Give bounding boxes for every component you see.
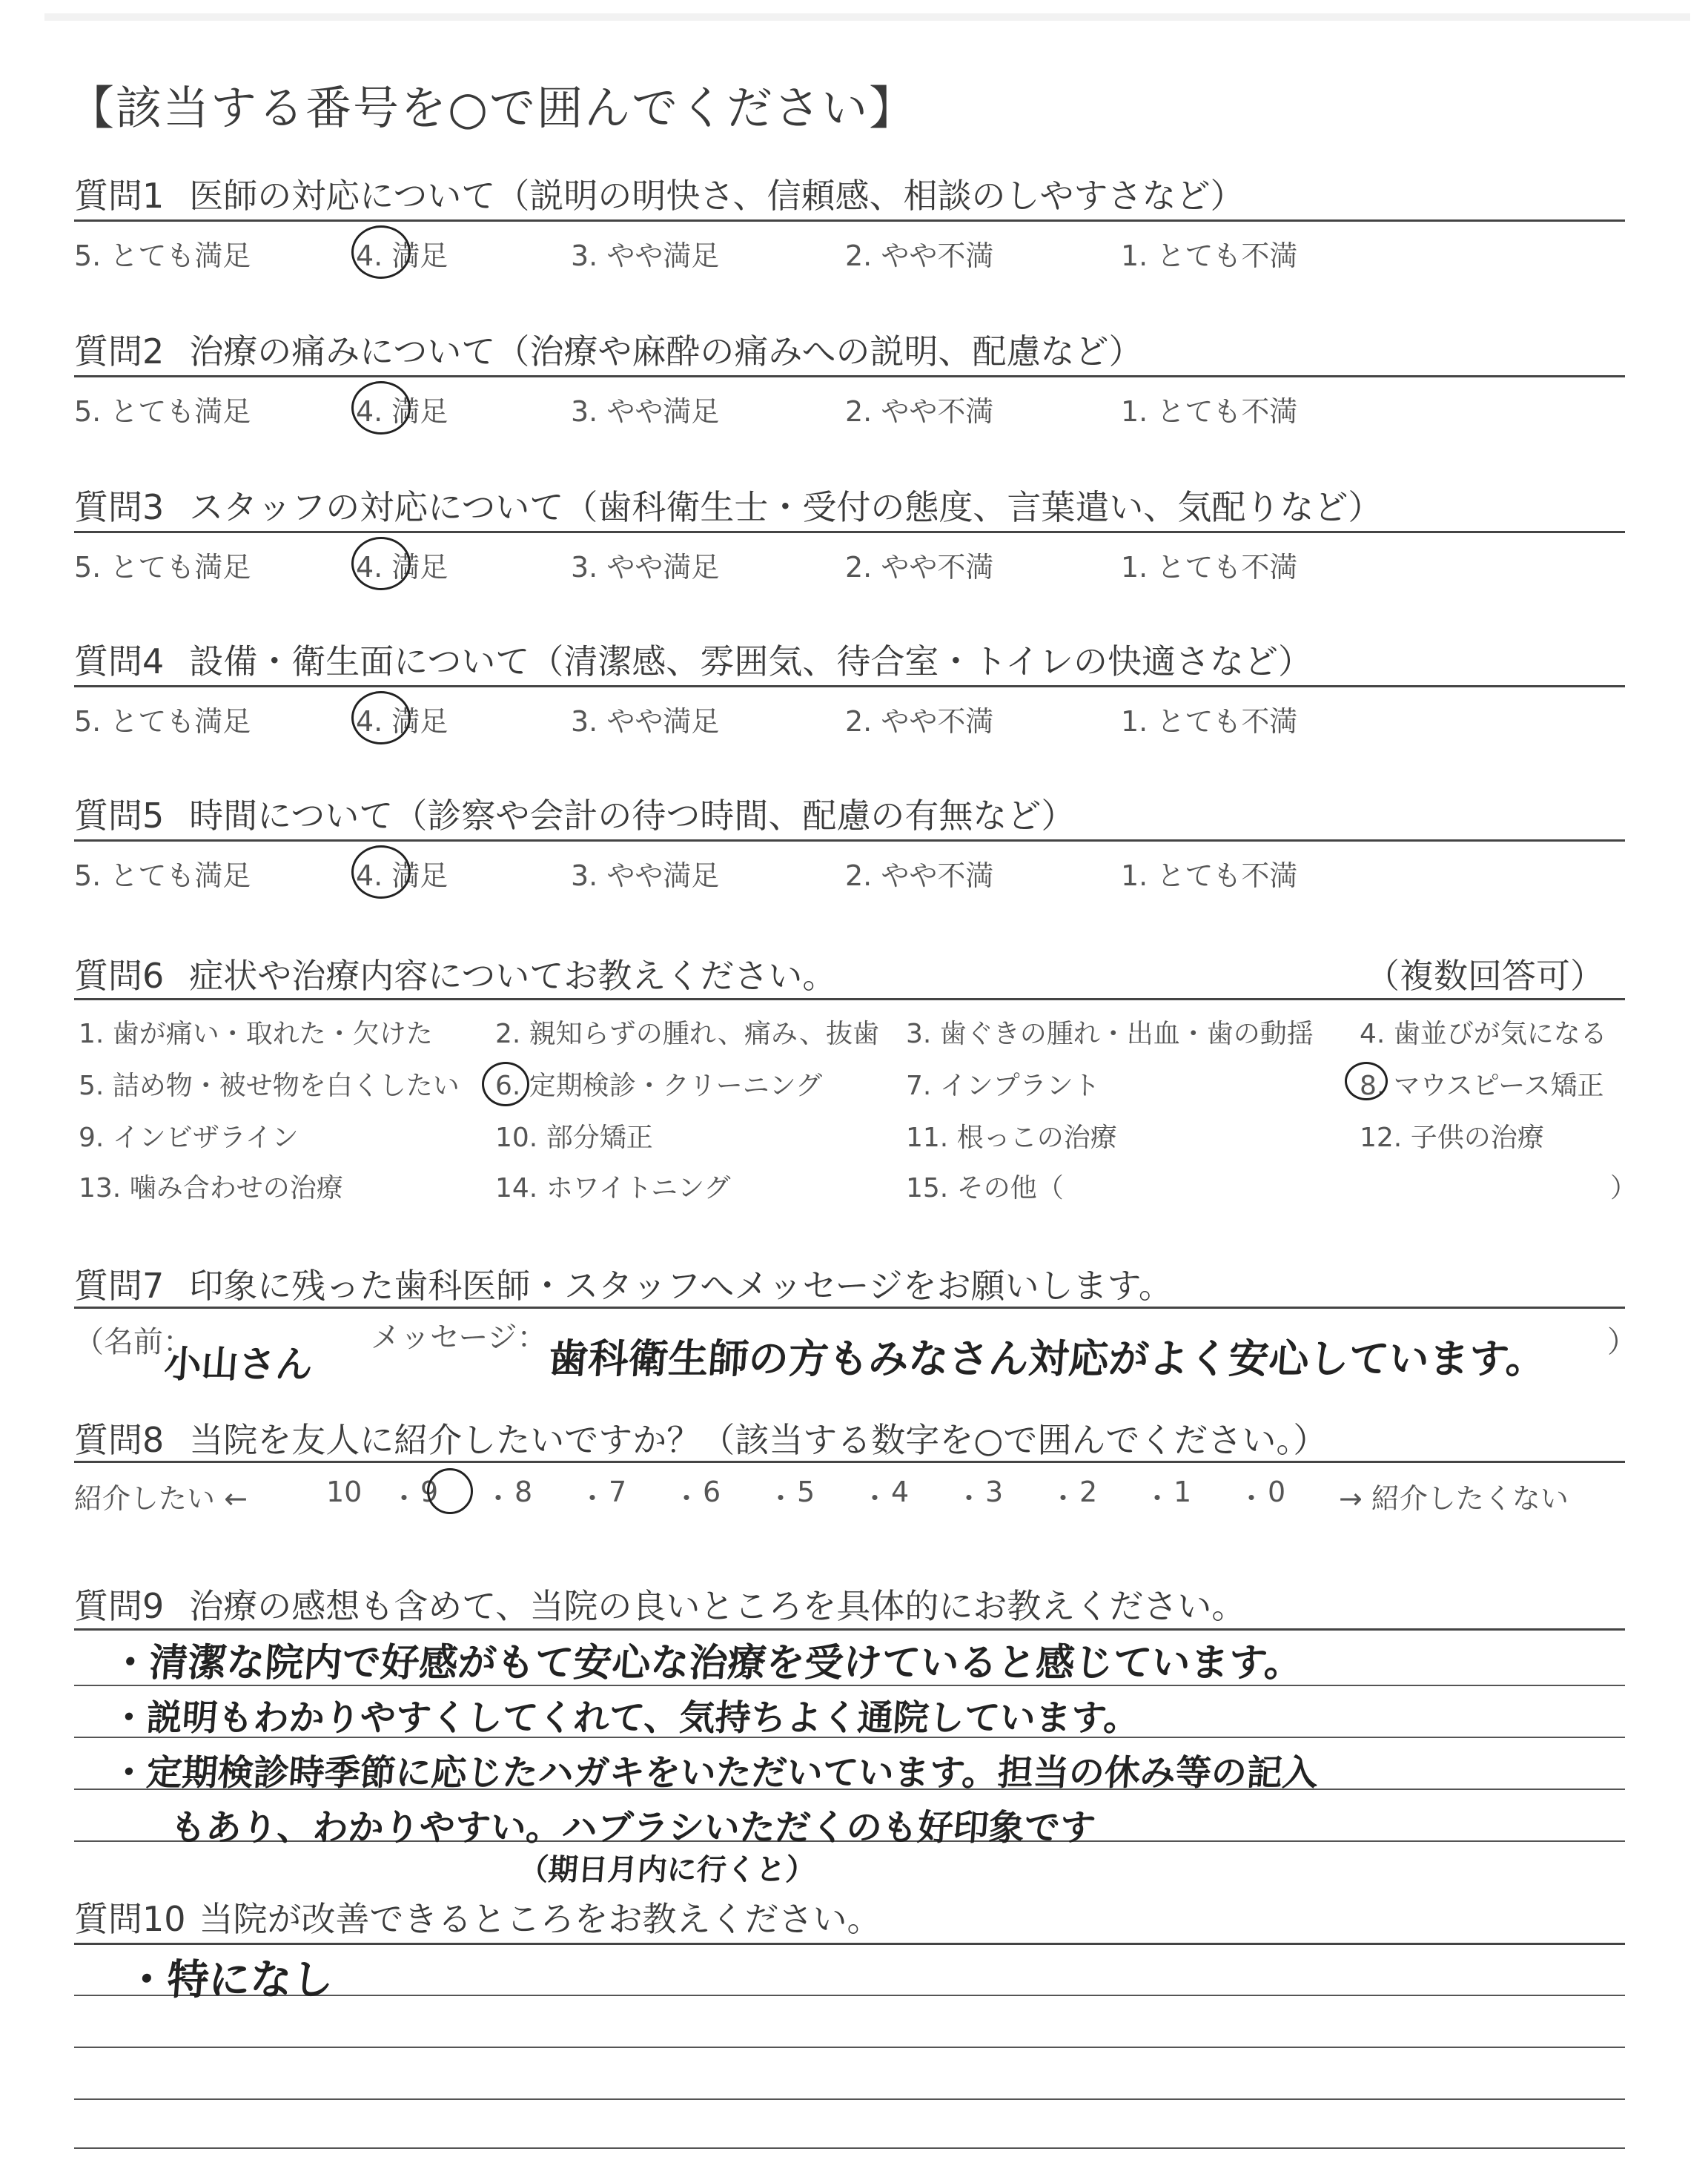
q9-rule-1 — [74, 1628, 1625, 1631]
q8-scale-6[interactable]: 6 — [703, 1476, 721, 1508]
q6-other-close-paren: ） — [1610, 1173, 1638, 1203]
q8-left-label: 紹介したい ← — [74, 1482, 248, 1515]
q6-option-14[interactable]: 14. ホワイトニング — [495, 1173, 731, 1203]
q3-text: スタッフの対応について（歯科衛生士・受付の態度、言葉遣い、気配りなど） — [189, 487, 1383, 527]
q8-scale-separator: ・ — [484, 1482, 513, 1515]
q6-option-5[interactable]: 5. 詰め物・被せ物を白くしたい — [79, 1071, 460, 1101]
q8-scale-9[interactable]: 9 — [420, 1476, 439, 1508]
q8-scale-4[interactable]: 4 — [891, 1476, 910, 1508]
q6-answer-circle-8[interactable] — [1345, 1062, 1388, 1100]
q6-option-11[interactable]: 11. 根っこの治療 — [906, 1123, 1117, 1153]
q2-heading — [74, 325, 1142, 374]
q8-scale-3[interactable]: 3 — [985, 1476, 1004, 1508]
q10-heading — [74, 1892, 881, 1941]
q6-option-7[interactable]: 7. インプラント — [906, 1071, 1100, 1101]
q8-scale-5[interactable]: 5 — [797, 1476, 815, 1508]
q8-answer-circle[interactable] — [427, 1468, 473, 1514]
q6-option-2[interactable]: 2. 親知らずの腫れ、痛み、抜歯 — [495, 1019, 880, 1049]
q4-option-2[interactable]: 2. やや不満 — [845, 705, 994, 738]
q8-scale-separator: ・ — [955, 1482, 984, 1515]
q10-rule-3 — [74, 2047, 1625, 2048]
q8-scale-separator: ・ — [1049, 1482, 1078, 1515]
q4-heading — [74, 635, 1312, 684]
q2-text: 治療の痛みについて（治療や麻酔の痛みへの説明、配慮など） — [189, 331, 1143, 371]
q8-scale-0[interactable]: 0 — [1268, 1476, 1286, 1508]
q9-answer-line-4[interactable]: もあり、わかりやすい。ハブラシいただくのも好印象です — [168, 1807, 1097, 1849]
q4-answer-circle[interactable] — [351, 691, 411, 744]
q5-number: 質問5 — [74, 796, 165, 836]
q5-option-1[interactable]: 1. とても不満 — [1121, 859, 1298, 892]
q9-answer-note[interactable]: （期日月内に行くと） — [517, 1853, 817, 1887]
q8-scale-10[interactable]: 10 — [326, 1476, 363, 1508]
q8-text: 当院を友人に紹介したいですか？（該当する数字を○で囲んでください。） — [189, 1420, 1328, 1460]
q8-scale-separator: ・ — [1143, 1482, 1172, 1515]
q6-heading — [74, 949, 836, 998]
q10-rule-5 — [74, 2147, 1625, 2149]
q7-heading — [74, 1259, 1173, 1308]
q8-scale-8[interactable]: 8 — [514, 1476, 533, 1508]
q2-rule — [74, 375, 1625, 377]
q3-option-2[interactable]: 2. やや不満 — [845, 551, 994, 584]
q6-text: 症状や治療内容についてお教えください。 — [189, 956, 837, 996]
q1-option-5[interactable]: 5. とても満足 — [74, 240, 251, 272]
q10-text: 当院が改善できるところをお教えください。 — [199, 1899, 881, 1939]
q4-option-3[interactable]: 3. やや満足 — [571, 705, 720, 738]
q1-text: 医師の対応について（説明の明快さ、信頼感、相談のしやすさなど） — [189, 176, 1245, 216]
q9-answer-line-3[interactable]: ・定期検診時季節に応じたハガキをいただいています。担当の休み等の記入 — [109, 1752, 1320, 1794]
q7-message-value[interactable]: 歯科衛生師の方もみなさん対応がよく安心しています。 — [546, 1335, 1548, 1382]
q4-option-4[interactable]: 4. 満足 — [356, 705, 448, 738]
q2-answer-circle[interactable] — [351, 381, 411, 435]
q4-option-1[interactable]: 1. とても不満 — [1121, 705, 1298, 738]
q7-name-value[interactable]: 小山さん — [162, 1343, 314, 1386]
q3-answer-circle[interactable] — [351, 537, 411, 590]
q10-rule-1 — [74, 1943, 1625, 1945]
q6-rule — [74, 998, 1625, 1000]
q9-number: 質問9 — [74, 1586, 165, 1626]
q4-text: 設備・衛生面について（清潔感、雰囲気、待合室・トイレの快適さなど） — [189, 641, 1313, 681]
q5-option-3[interactable]: 3. やや満足 — [571, 859, 720, 892]
q9-text: 治療の感想も含めて、当院の良いところを具体的にお教えください。 — [189, 1586, 1246, 1626]
q4-option-5[interactable]: 5. とても満足 — [74, 705, 251, 738]
q2-option-2[interactable]: 2. やや不満 — [845, 395, 994, 428]
q6-number: 質問6 — [74, 956, 165, 996]
q6-option-15[interactable]: 15. その他（ — [906, 1173, 1064, 1203]
q7-number: 質問7 — [74, 1266, 165, 1306]
q1-option-3[interactable]: 3. やや満足 — [571, 240, 720, 272]
q1-rule — [74, 219, 1625, 222]
q8-scale-2[interactable]: 2 — [1079, 1476, 1098, 1508]
q5-option-4[interactable]: 4. 満足 — [356, 859, 448, 892]
q6-option-3[interactable]: 3. 歯ぐきの腫れ・出血・歯の動揺 — [906, 1019, 1314, 1049]
q2-option-3[interactable]: 3. やや満足 — [571, 395, 720, 428]
q8-scale-separator: ・ — [861, 1482, 890, 1515]
q7-rule — [74, 1307, 1625, 1309]
q10-number: 質問10 — [74, 1899, 186, 1939]
q2-number: 質問2 — [74, 331, 165, 371]
top-margin-line — [44, 13, 1690, 21]
q5-rule — [74, 839, 1625, 842]
q6-option-6[interactable]: 6. 定期検診・クリーニング — [495, 1071, 823, 1101]
q8-scale-separator: ・ — [1237, 1482, 1266, 1515]
q8-rule — [74, 1461, 1625, 1463]
q10-rule-4 — [74, 2098, 1625, 2100]
q7-close-paren: ） — [1607, 1325, 1637, 1359]
q9-answer-line-1[interactable]: ・清潔な院内で好感がもて安心な治療を受けていると感じています。 — [109, 1641, 1305, 1685]
q4-number: 質問4 — [74, 641, 165, 681]
q8-scale-7[interactable]: 7 — [609, 1476, 627, 1508]
q8-scale-separator: ・ — [672, 1482, 701, 1515]
q8-scale-separator: ・ — [767, 1482, 795, 1515]
q5-text: 時間について（診察や会計の待つ時間、配慮の有無など） — [189, 796, 1076, 836]
q10-answer[interactable]: ・特になし — [124, 1956, 335, 2004]
q1-option-1[interactable]: 1. とても不満 — [1121, 240, 1298, 272]
page-title: 【該当する番号を○で囲んでください】 — [68, 81, 917, 135]
q1-option-4[interactable]: 4. 満足 — [356, 240, 448, 272]
q5-option-2[interactable]: 2. やや不満 — [845, 859, 994, 892]
q6-option-8[interactable]: 8. マウスピース矯正 — [1360, 1071, 1604, 1101]
q6-option-9[interactable]: 9. インビザライン — [79, 1123, 299, 1153]
q6-option-4[interactable]: 4. 歯並びが気になる — [1360, 1019, 1607, 1049]
q1-number: 質問1 — [74, 176, 165, 216]
q3-number: 質問3 — [74, 487, 165, 527]
q3-option-4[interactable]: 4. 満足 — [356, 551, 448, 584]
q7-message-label: メッセージ： — [371, 1321, 547, 1355]
q6-option-1[interactable]: 1. 歯が痛い・取れた・欠けた — [79, 1019, 433, 1049]
q8-scale-separator: ・ — [390, 1482, 419, 1515]
q4-rule — [74, 685, 1625, 687]
q9-answer-line-2[interactable]: ・説明もわかりやすくしてくれて、気持ちよく通院しています。 — [109, 1697, 1141, 1739]
q3-rule — [74, 531, 1625, 533]
q5-heading — [74, 789, 1075, 838]
q6-note: （複数回答可） — [1366, 956, 1604, 996]
q6-option-10[interactable]: 10. 部分矯正 — [495, 1123, 653, 1153]
q2-option-4[interactable]: 4. 満足 — [356, 395, 448, 428]
q6-option-12[interactable]: 12. 子供の治療 — [1360, 1123, 1544, 1153]
q7-name-label: （名前： — [74, 1325, 193, 1359]
q6-answer-circle-6[interactable] — [482, 1062, 529, 1106]
q7-text: 印象に残った歯科医師・スタッフへメッセージをお願いします。 — [189, 1266, 1173, 1306]
q8-heading — [74, 1413, 1327, 1462]
q8-number: 質問8 — [74, 1420, 165, 1460]
q3-option-5[interactable]: 5. とても満足 — [74, 551, 251, 584]
q2-option-1[interactable]: 1. とても不満 — [1121, 395, 1298, 428]
q9-heading — [74, 1579, 1245, 1628]
q3-option-3[interactable]: 3. やや満足 — [571, 551, 720, 584]
q8-right-label: → 紹介したくない — [1339, 1482, 1569, 1515]
q5-option-5[interactable]: 5. とても満足 — [74, 859, 251, 892]
q1-option-2[interactable]: 2. やや不満 — [845, 240, 994, 272]
q6-option-13[interactable]: 13. 噛み合わせの治療 — [79, 1173, 343, 1203]
q3-heading — [74, 480, 1382, 529]
q1-answer-circle[interactable] — [351, 225, 411, 279]
q8-scale-separator: ・ — [578, 1482, 607, 1515]
q5-answer-circle[interactable] — [351, 845, 411, 899]
q1-heading — [74, 169, 1245, 218]
q8-scale-1[interactable]: 1 — [1174, 1476, 1192, 1508]
q2-option-5[interactable]: 5. とても満足 — [74, 395, 251, 428]
q3-option-1[interactable]: 1. とても不満 — [1121, 551, 1298, 584]
